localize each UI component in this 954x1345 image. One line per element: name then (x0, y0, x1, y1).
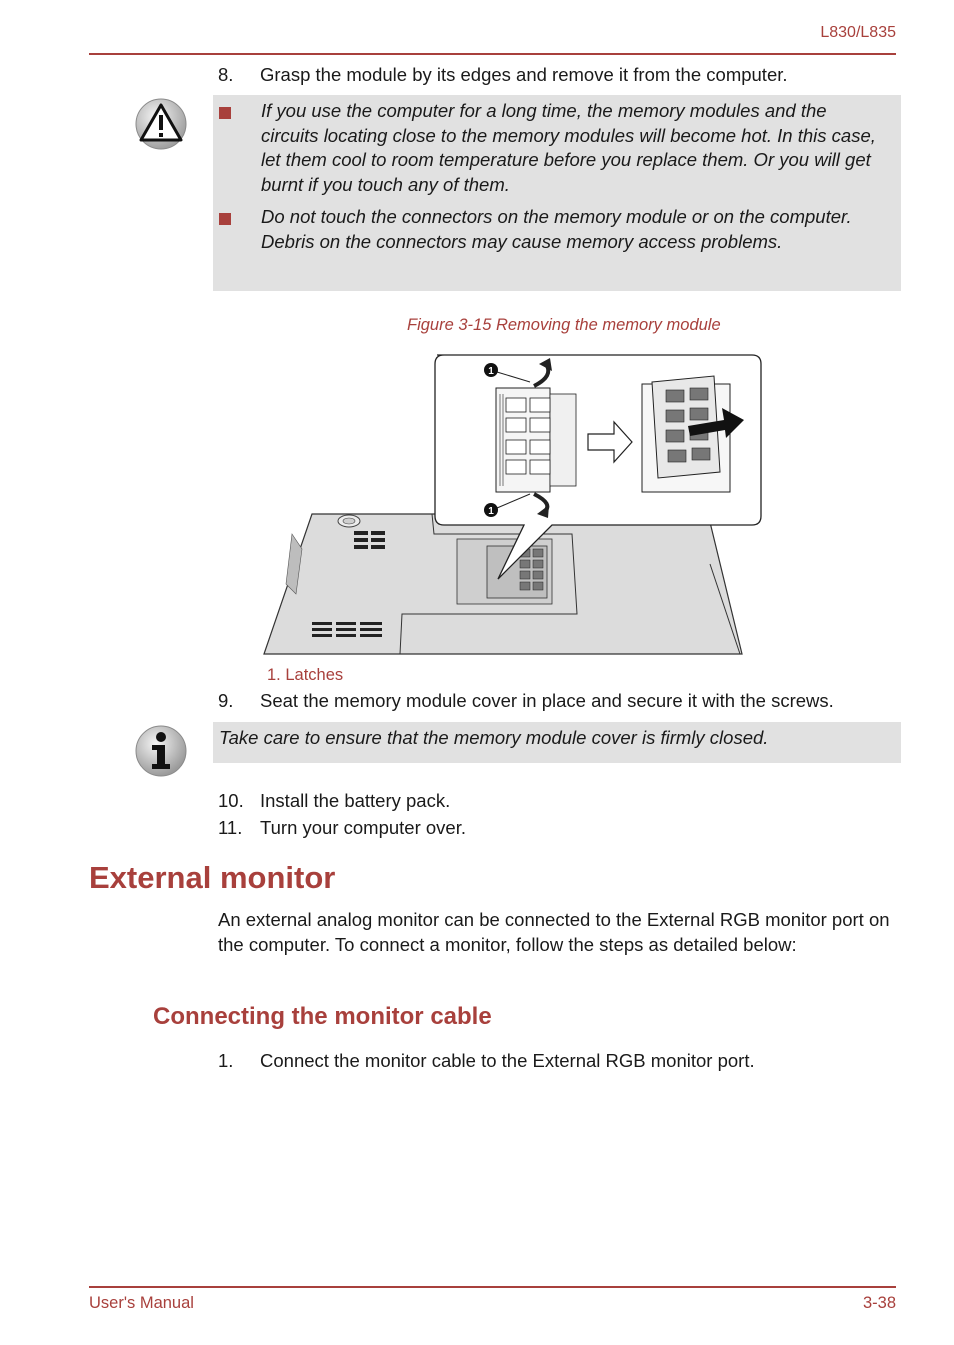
info-text: Take care to ensure that the memory module cover is firmly closed. (219, 727, 769, 748)
header-rule (89, 53, 896, 55)
warning-note (213, 95, 901, 291)
header-model: L830/L835 (820, 24, 896, 41)
footer-page-number: 3-38 (862, 1294, 896, 1312)
section-title: External monitor (89, 860, 336, 895)
step-text: Seat the memory module cover in place and secure it with the screws. (260, 690, 834, 711)
subsection-title: Connecting the monitor cable (153, 1003, 492, 1030)
footer-manual-title: User's Manual (89, 1294, 194, 1312)
step-number: 9. (218, 690, 234, 711)
figure-legend: 1. Latches (267, 666, 344, 684)
info-icon (134, 724, 188, 778)
bullet-marker (219, 107, 231, 119)
warning-text: Do not touch the connectors on the memory module or on the computer. Debris on the connectors may cause memory access problems. (261, 206, 852, 252)
latch-marker-bottom: 1 (488, 506, 494, 517)
step-text: Turn your computer over. (260, 817, 466, 838)
step-text: Connect the monitor cable to the External RGB monitor port. (260, 1050, 755, 1071)
connect-step-1 (218, 1049, 755, 1073)
step-number: 10. (218, 790, 244, 811)
figure-caption: Figure 3-15 Removing the memory module (407, 316, 721, 334)
step-number: 1. (218, 1050, 234, 1071)
memory-module-figure (262, 354, 762, 656)
step-text: Install the battery pack. (260, 790, 451, 811)
step-text: Grasp the module by its edges and remove it from the computer. (260, 64, 788, 85)
warning-triangle-icon (134, 97, 188, 151)
info-note (213, 722, 901, 763)
step-10 (218, 789, 450, 813)
bullet-marker (219, 213, 231, 225)
step-8 (218, 63, 788, 87)
step-9 (218, 689, 834, 713)
step-number: 11. (218, 817, 243, 838)
warning-text: If you use the computer for a long time, the memory modules and the circuits locating close to the memory modules will become hot. In this case, let them cool to room temperature before you replace them. Or you will get burnt if you touch any of them. (261, 100, 876, 195)
latch-marker-top: 1 (488, 366, 494, 377)
footer-rule (89, 1286, 896, 1288)
step-number: 8. (218, 64, 234, 85)
step-11 (218, 816, 466, 840)
section-intro: An external analog monitor can be connected to the External RGB monitor port on the computer. To connect a monitor, follow the steps as detailed below: (218, 909, 890, 955)
